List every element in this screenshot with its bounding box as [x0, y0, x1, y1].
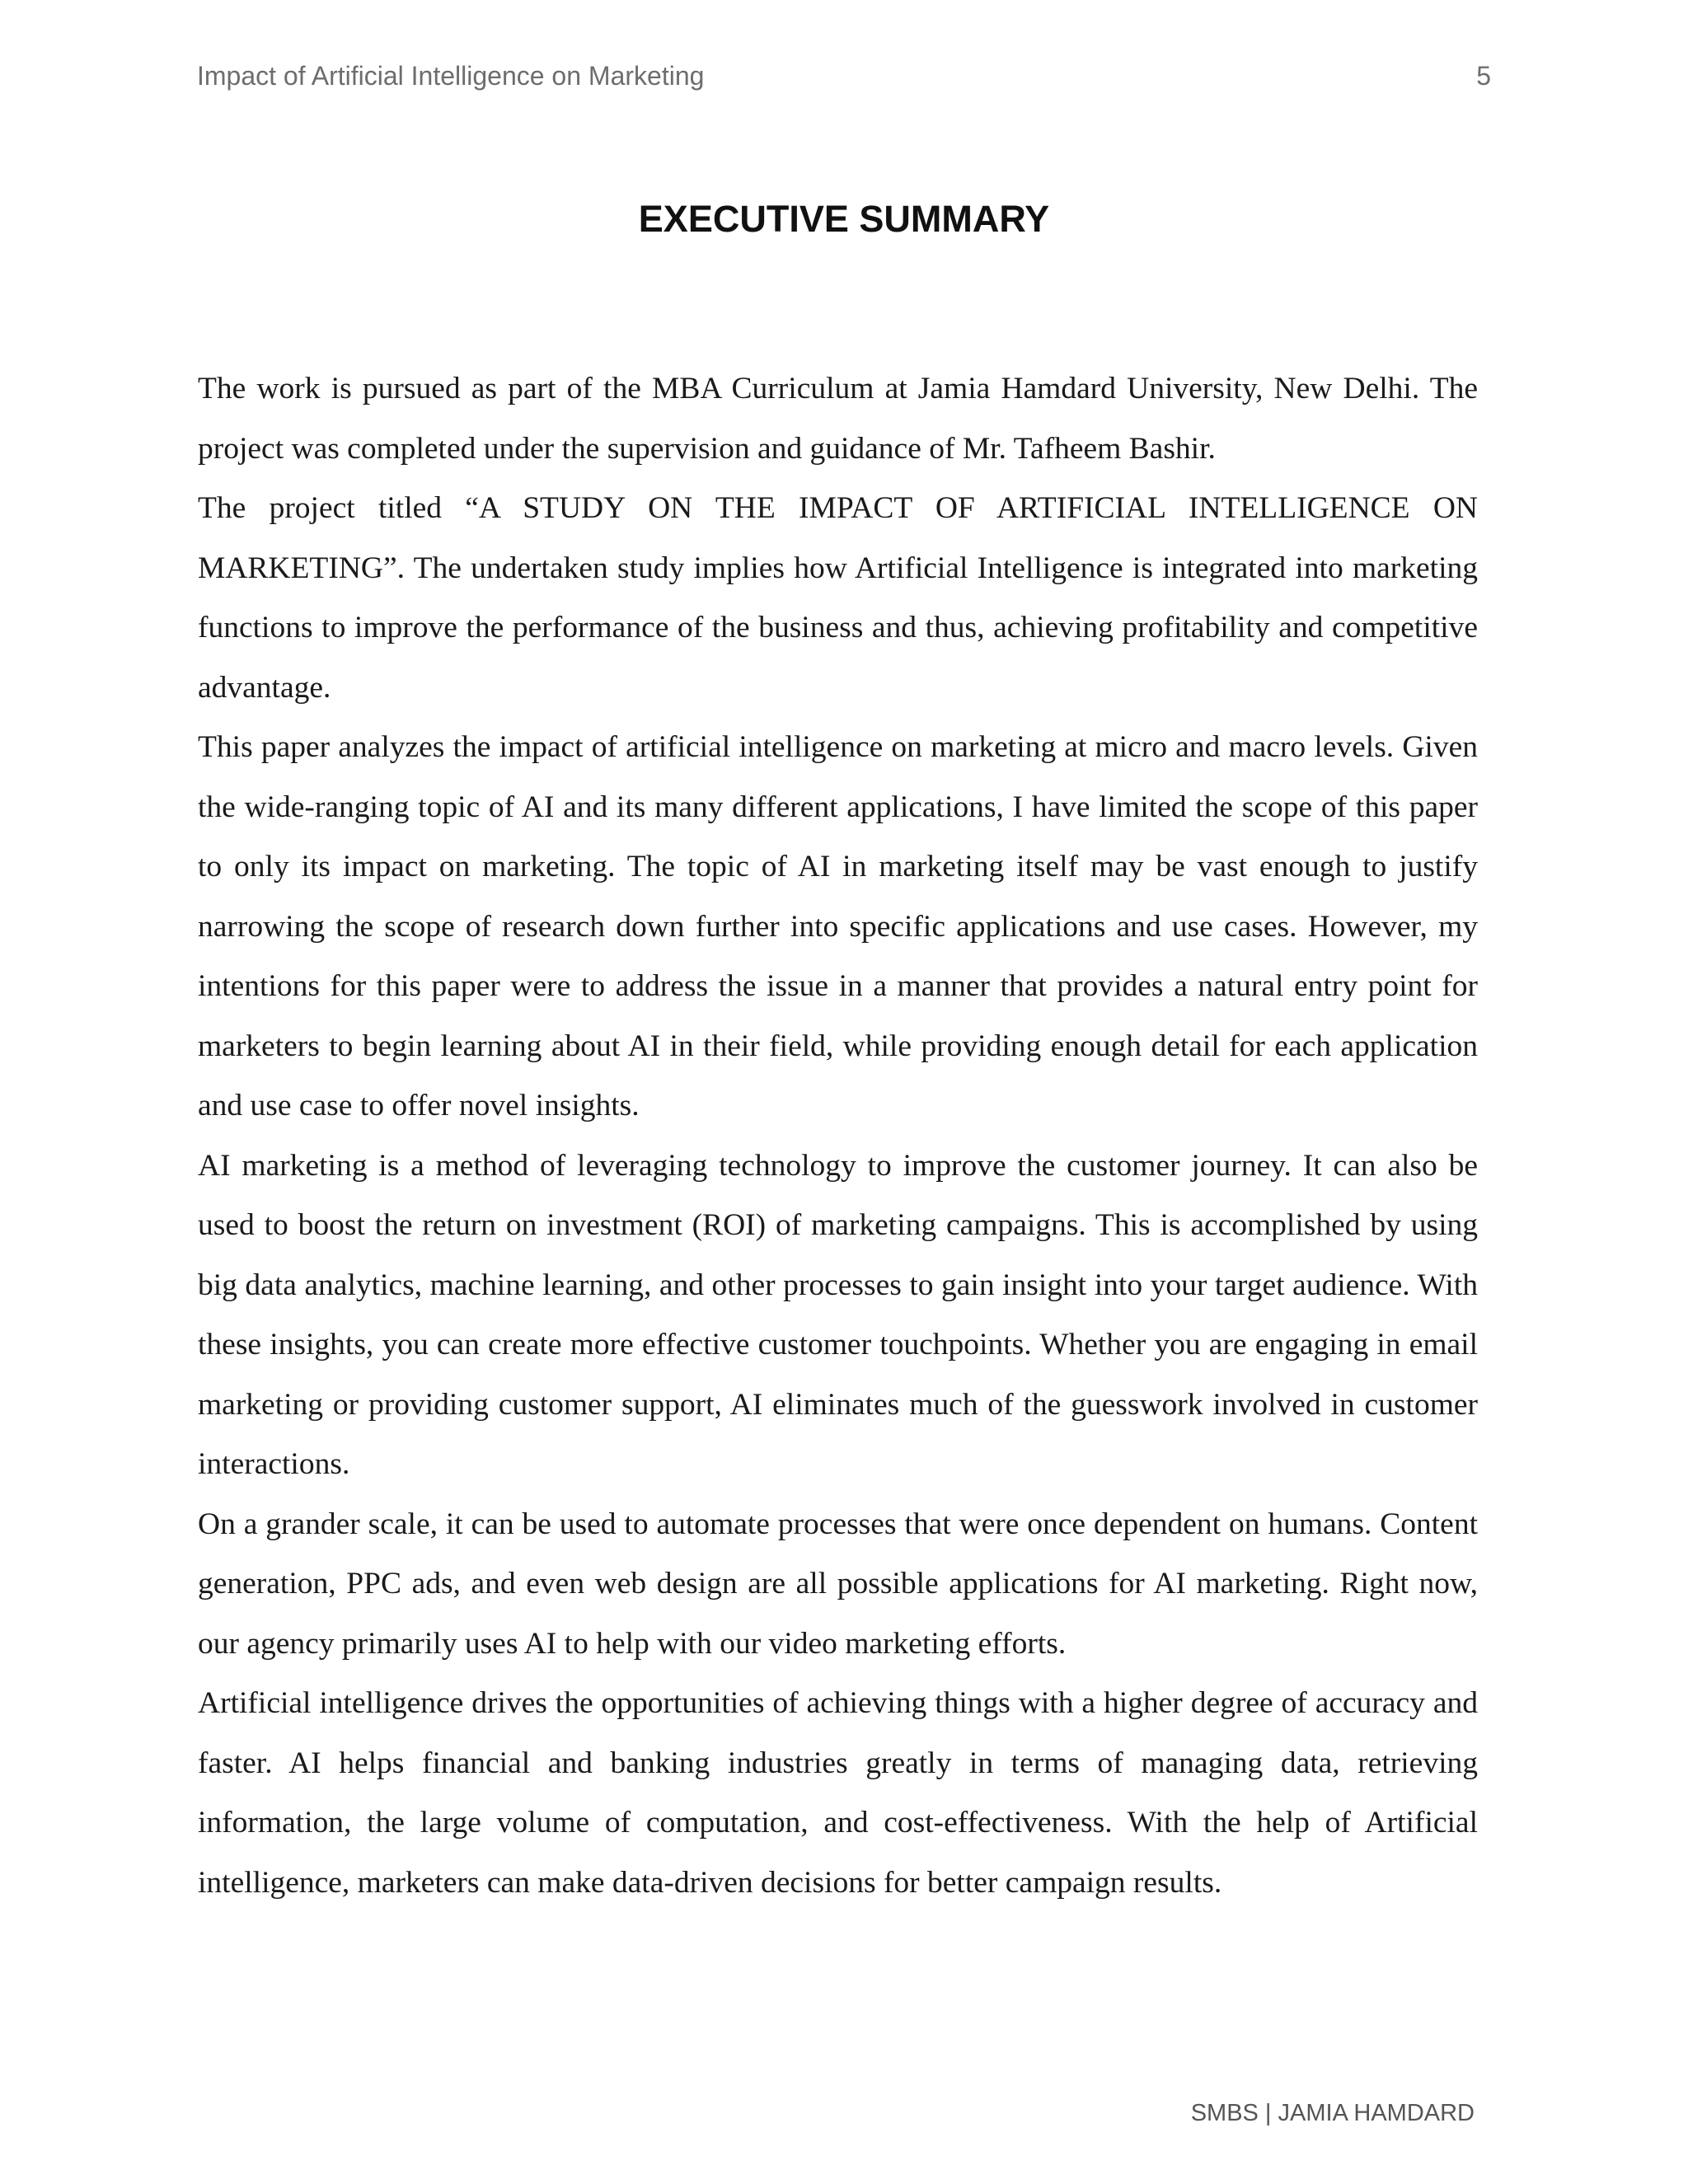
body-text — [198, 359, 1478, 1913]
paragraph: The project titled “A STUDY ON THE IMPACT OF ARTIFICIAL INTELLIGENCE ON MARKETING”. The undertaken study implies how Artificial Intelligence is integrated into marketing functions to improve the performance of the business and thus, achieving profitability and competitive advantage. — [198, 491, 1478, 705]
running-header — [197, 61, 1491, 97]
paragraph: The work is pursued as part of the MBA Curriculum at Jamia Hamdard University, New Delhi. The project was completed under the supervision and guidance of Mr. Tafheem Bashir. — [198, 372, 1478, 466]
section-heading: EXECUTIVE SUMMARY — [638, 198, 1050, 240]
page-number: 5 — [1476, 61, 1491, 91]
paragraph: On a grander scale, it can be used to automate processes that were once dependent on humans. Content generation, PPC ads, and even web design are all possible applications for AI marketing. Right now, our agency primarily uses AI to help with our video marketing efforts. — [198, 1507, 1478, 1661]
paragraph: This paper analyzes the impact of artificial intelligence on marketing at micro and macro levels. Given the wide-ranging topic of AI and its many different applications, I have limited the scope of this paper to only its impact on marketing. The topic of AI in marketing itself may be vast enough to justify narrowing the scope of research down further into specific applications and use cases. However, my intentions for this paper were to address the issue in a manner that provides a natural entry point for marketers to begin learning about AI in their field, while providing enough detail for each application and use case to offer novel insights. — [198, 730, 1478, 1122]
running-header-title: Impact of Artificial Intelligence on Marketing — [197, 61, 705, 91]
page-footer: SMBS | JAMIA HAMDARD — [1190, 2100, 1475, 2126]
paragraph: Artificial intelligence drives the opportunities of achieving things with a higher degree of accuracy and faster. AI helps financial and banking industries greatly in terms of managing data, retrieving information, the large volume of computation, and cost-effectiveness. With the help of Artificial intelligence, marketers can make data-driven decisions for better campaign results. — [198, 1686, 1478, 1900]
paragraph: AI marketing is a method of leveraging technology to improve the customer journey. It can also be used to boost the return on investment (ROI) of marketing campaigns. This is accomplished by using big data analytics, machine learning, and other processes to gain insight into your target audience. With these insights, you can create more effective customer touchpoints. Whether you are engaging in email marketing or providing customer support, AI eliminates much of the guesswork involved in customer interactions. — [198, 1148, 1478, 1481]
